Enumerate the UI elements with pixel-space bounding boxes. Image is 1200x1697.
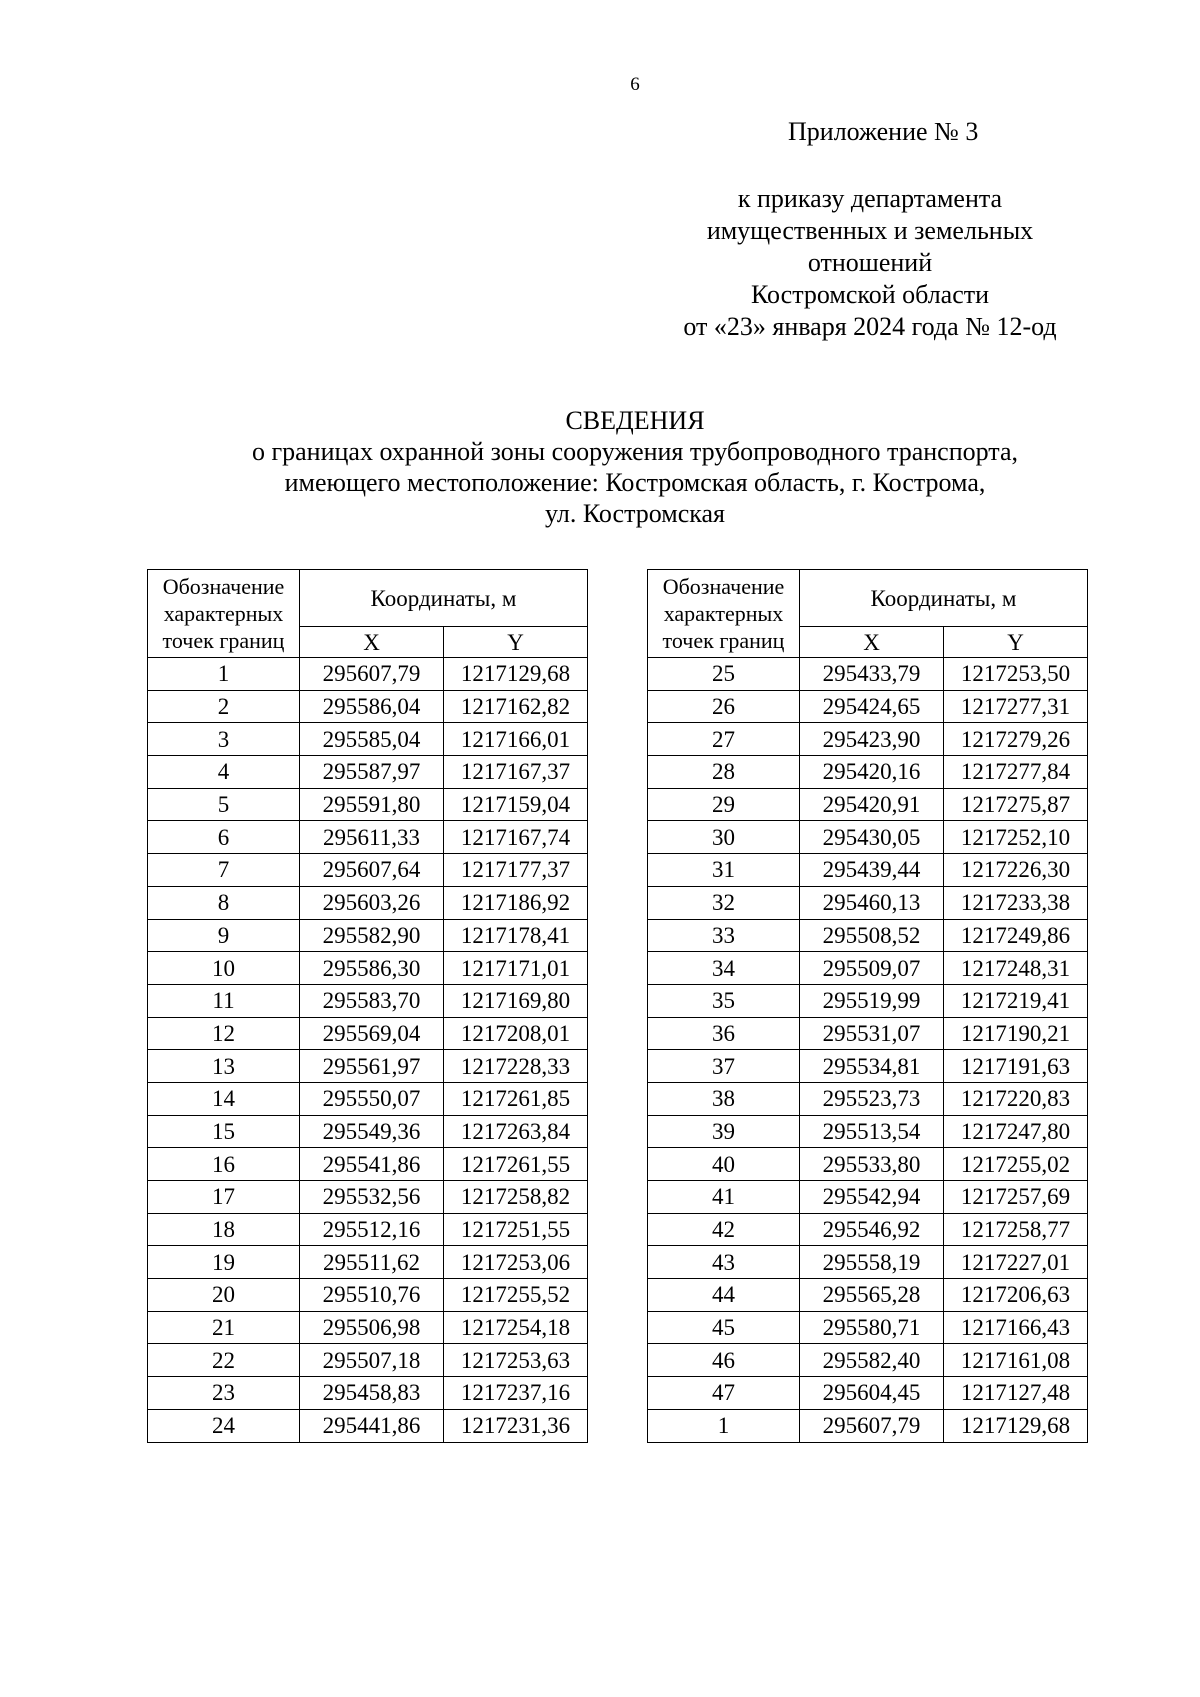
point-cell: 18	[148, 1213, 300, 1246]
table-row	[148, 984, 588, 1017]
table-row	[648, 756, 1088, 789]
point-cell: 32	[648, 886, 800, 919]
point-header-line: точек границ	[162, 628, 285, 653]
y-cell: 1217171,01	[444, 952, 588, 985]
table-row	[148, 1213, 588, 1246]
table-row	[648, 952, 1088, 985]
y-cell: 1217261,85	[444, 1082, 588, 1115]
table-row	[148, 821, 588, 854]
x-cell: 295511,62	[300, 1246, 444, 1279]
table-row	[648, 1115, 1088, 1148]
table-row	[648, 1181, 1088, 1214]
appendix-details	[640, 183, 1100, 343]
y-cell: 1217251,55	[444, 1213, 588, 1246]
x-header: X	[300, 627, 444, 658]
table-row	[648, 1017, 1088, 1050]
x-cell: 295441,86	[300, 1409, 444, 1442]
coordinates-rows-right	[648, 658, 1088, 1443]
point-cell: 19	[148, 1246, 300, 1279]
table-row	[148, 1409, 588, 1442]
x-cell: 295439,44	[800, 854, 944, 887]
x-cell: 295512,16	[300, 1213, 444, 1246]
y-cell: 1217161,08	[944, 1344, 1088, 1377]
y-cell: 1217257,69	[944, 1181, 1088, 1214]
point-cell: 22	[148, 1344, 300, 1377]
x-cell: 295607,79	[300, 658, 444, 691]
coordinates-table-left	[147, 569, 588, 1443]
x-header: X	[800, 627, 944, 658]
y-cell: 1217186,92	[444, 886, 588, 919]
point-cell: 36	[648, 1017, 800, 1050]
point-cell: 41	[648, 1181, 800, 1214]
point-cell: 39	[648, 1115, 800, 1148]
table-row	[148, 952, 588, 985]
y-cell: 1217258,77	[944, 1213, 1088, 1246]
appendix-line: имущественных и земельных	[706, 216, 1034, 245]
x-cell: 295423,90	[800, 723, 944, 756]
coordinates-rows-left	[148, 658, 588, 1443]
point-cell: 44	[648, 1279, 800, 1312]
x-cell: 295582,90	[300, 919, 444, 952]
x-cell: 295531,07	[800, 1017, 944, 1050]
y-cell: 1217247,80	[944, 1115, 1088, 1148]
point-cell: 20	[148, 1279, 300, 1312]
y-cell: 1217255,52	[444, 1279, 588, 1312]
point-cell: 14	[148, 1082, 300, 1115]
x-cell: 295541,86	[300, 1148, 444, 1181]
y-cell: 1217252,10	[944, 821, 1088, 854]
y-cell: 1217228,33	[444, 1050, 588, 1083]
table-row	[648, 1082, 1088, 1115]
y-header: Y	[944, 627, 1088, 658]
y-cell: 1217208,01	[444, 1017, 588, 1050]
point-header-line: точек границ	[662, 628, 785, 653]
x-cell: 295534,81	[800, 1050, 944, 1083]
point-cell: 29	[648, 788, 800, 821]
x-cell: 295433,79	[800, 658, 944, 691]
table-row	[148, 1246, 588, 1279]
y-cell: 1217261,55	[444, 1148, 588, 1181]
table-row	[148, 919, 588, 952]
y-cell: 1217277,84	[944, 756, 1088, 789]
table-row	[648, 1246, 1088, 1279]
page-number: 6	[630, 74, 640, 95]
x-cell: 295550,07	[300, 1082, 444, 1115]
y-cell: 1217279,26	[944, 723, 1088, 756]
x-cell: 295569,04	[300, 1017, 444, 1050]
y-cell: 1217219,41	[944, 984, 1088, 1017]
appendix-line: к приказу департамента	[737, 184, 1003, 213]
point-cell: 33	[648, 919, 800, 952]
y-cell: 1217178,41	[444, 919, 588, 952]
point-cell: 46	[648, 1344, 800, 1377]
y-cell: 1217159,04	[444, 788, 588, 821]
x-cell: 295603,26	[300, 886, 444, 919]
point-cell: 24	[148, 1409, 300, 1442]
y-cell: 1217166,43	[944, 1311, 1088, 1344]
y-cell: 1217190,21	[944, 1017, 1088, 1050]
point-cell: 28	[648, 756, 800, 789]
point-header-line: Обозначение	[662, 574, 785, 599]
table-row	[648, 854, 1088, 887]
point-cell: 31	[648, 854, 800, 887]
point-cell: 9	[148, 919, 300, 952]
y-cell: 1217231,36	[444, 1409, 588, 1442]
x-cell: 295580,71	[800, 1311, 944, 1344]
point-cell: 10	[148, 952, 300, 985]
y-cell: 1217233,38	[944, 886, 1088, 919]
point-header-line: характерных	[163, 601, 284, 626]
x-cell: 295506,98	[300, 1311, 444, 1344]
point-cell: 15	[148, 1115, 300, 1148]
x-cell: 295586,30	[300, 952, 444, 985]
table-row	[148, 1311, 588, 1344]
y-cell: 1217129,68	[944, 1409, 1088, 1442]
y-cell: 1217169,80	[444, 984, 588, 1017]
x-cell: 295582,40	[800, 1344, 944, 1377]
x-cell: 295523,73	[800, 1082, 944, 1115]
table-row	[648, 658, 1088, 691]
x-cell: 295565,28	[800, 1279, 944, 1312]
appendix-line: отношений	[807, 248, 933, 277]
x-cell: 295607,79	[800, 1409, 944, 1442]
point-cell: 17	[148, 1181, 300, 1214]
point-cell: 5	[148, 788, 300, 821]
point-cell: 2	[148, 690, 300, 723]
point-header-line: характерных	[663, 601, 784, 626]
heading-line: о границах охранной зоны сооружения трубопроводного транспорта,	[251, 437, 1019, 466]
table-row	[148, 788, 588, 821]
table-row	[648, 1409, 1088, 1442]
point-cell: 7	[148, 854, 300, 887]
x-cell: 295533,80	[800, 1148, 944, 1181]
coordinates-table-right	[647, 569, 1088, 1443]
x-cell: 295546,92	[800, 1213, 944, 1246]
table-row	[148, 886, 588, 919]
table-row	[648, 886, 1088, 919]
table-row	[148, 690, 588, 723]
x-cell: 295558,19	[800, 1246, 944, 1279]
table-row	[648, 723, 1088, 756]
point-cell: 23	[148, 1377, 300, 1410]
point-cell: 11	[148, 984, 300, 1017]
point-cell: 35	[648, 984, 800, 1017]
y-cell: 1217166,01	[444, 723, 588, 756]
x-cell: 295519,99	[800, 984, 944, 1017]
table-row	[648, 690, 1088, 723]
table-row	[148, 1344, 588, 1377]
point-cell: 12	[148, 1017, 300, 1050]
point-header	[148, 570, 300, 658]
point-cell: 1	[148, 658, 300, 691]
point-cell: 30	[648, 821, 800, 854]
y-cell: 1217248,31	[944, 952, 1088, 985]
point-cell: 4	[148, 756, 300, 789]
table-row	[648, 984, 1088, 1017]
y-cell: 1217206,63	[944, 1279, 1088, 1312]
point-cell: 6	[148, 821, 300, 854]
y-cell: 1217253,50	[944, 658, 1088, 691]
table-row	[648, 788, 1088, 821]
y-cell: 1217275,87	[944, 788, 1088, 821]
x-cell: 295586,04	[300, 690, 444, 723]
y-cell: 1217253,06	[444, 1246, 588, 1279]
point-cell: 13	[148, 1050, 300, 1083]
point-cell: 37	[648, 1050, 800, 1083]
x-cell: 295587,97	[300, 756, 444, 789]
point-cell: 38	[648, 1082, 800, 1115]
x-cell: 295460,13	[800, 886, 944, 919]
point-cell: 16	[148, 1148, 300, 1181]
coordinates-header: Координаты, м	[800, 570, 1088, 627]
heading-line: имеющего местоположение: Костромская область, г. Кострома,	[284, 468, 986, 497]
point-cell: 42	[648, 1213, 800, 1246]
y-cell: 1217253,63	[444, 1344, 588, 1377]
x-cell: 295510,76	[300, 1279, 444, 1312]
table-row	[148, 723, 588, 756]
y-cell: 1217226,30	[944, 854, 1088, 887]
appendix-line: Костромской области	[750, 280, 990, 309]
x-cell: 295532,56	[300, 1181, 444, 1214]
table-row	[148, 1115, 588, 1148]
y-cell: 1217255,02	[944, 1148, 1088, 1181]
point-cell: 26	[648, 690, 800, 723]
y-header: Y	[444, 627, 588, 658]
point-cell: 47	[648, 1377, 800, 1410]
point-cell: 34	[648, 952, 800, 985]
point-cell: 40	[648, 1148, 800, 1181]
table-row	[648, 1050, 1088, 1083]
table-row	[148, 1279, 588, 1312]
y-cell: 1217191,63	[944, 1050, 1088, 1083]
table-row	[648, 821, 1088, 854]
point-cell: 45	[648, 1311, 800, 1344]
x-cell: 295604,45	[800, 1377, 944, 1410]
point-cell: 21	[148, 1311, 300, 1344]
table-row	[148, 1148, 588, 1181]
x-cell: 295420,16	[800, 756, 944, 789]
x-cell: 295585,04	[300, 723, 444, 756]
table-row	[148, 1082, 588, 1115]
y-cell: 1217227,01	[944, 1246, 1088, 1279]
y-cell: 1217237,16	[444, 1377, 588, 1410]
point-cell: 8	[148, 886, 300, 919]
document-heading	[0, 405, 1200, 529]
y-cell: 1217129,68	[444, 658, 588, 691]
point-cell: 1	[648, 1409, 800, 1442]
x-cell: 295607,64	[300, 854, 444, 887]
table-row	[648, 1279, 1088, 1312]
table-row	[648, 1148, 1088, 1181]
y-cell: 1217127,48	[944, 1377, 1088, 1410]
table-row	[148, 1181, 588, 1214]
x-cell: 295611,33	[300, 821, 444, 854]
x-cell: 295424,65	[800, 690, 944, 723]
point-cell: 25	[648, 658, 800, 691]
table-row	[148, 1377, 588, 1410]
heading-title: СВЕДЕНИЯ	[565, 406, 705, 435]
x-cell: 295458,83	[300, 1377, 444, 1410]
table-row	[648, 1213, 1088, 1246]
table-row	[148, 854, 588, 887]
table-row	[648, 919, 1088, 952]
y-cell: 1217254,18	[444, 1311, 588, 1344]
y-cell: 1217263,84	[444, 1115, 588, 1148]
table-row	[148, 1050, 588, 1083]
point-header	[648, 570, 800, 658]
coordinates-header: Координаты, м	[300, 570, 588, 627]
x-cell: 295561,97	[300, 1050, 444, 1083]
y-cell: 1217220,83	[944, 1082, 1088, 1115]
y-cell: 1217249,86	[944, 919, 1088, 952]
table-row	[648, 1311, 1088, 1344]
point-cell: 27	[648, 723, 800, 756]
table-row	[648, 1344, 1088, 1377]
x-cell: 295430,05	[800, 821, 944, 854]
x-cell: 295509,07	[800, 952, 944, 985]
y-cell: 1217258,82	[444, 1181, 588, 1214]
table-row	[148, 1017, 588, 1050]
table-row	[148, 658, 588, 691]
y-cell: 1217167,74	[444, 821, 588, 854]
point-header-line: Обозначение	[162, 574, 285, 599]
x-cell: 295549,36	[300, 1115, 444, 1148]
x-cell: 295542,94	[800, 1181, 944, 1214]
x-cell: 295508,52	[800, 919, 944, 952]
point-cell: 43	[648, 1246, 800, 1279]
y-cell: 1217277,31	[944, 690, 1088, 723]
y-cell: 1217167,37	[444, 756, 588, 789]
heading-line: ул. Костромская	[545, 499, 725, 528]
table-row	[148, 756, 588, 789]
table-row	[648, 1377, 1088, 1410]
x-cell: 295583,70	[300, 984, 444, 1017]
appendix-title: Приложение № 3	[788, 117, 979, 146]
y-cell: 1217162,82	[444, 690, 588, 723]
x-cell: 295591,80	[300, 788, 444, 821]
y-cell: 1217177,37	[444, 854, 588, 887]
x-cell: 295507,18	[300, 1344, 444, 1377]
x-cell: 295513,54	[800, 1115, 944, 1148]
x-cell: 295420,91	[800, 788, 944, 821]
appendix-line: от «23» января 2024 года № 12-од	[683, 312, 1057, 341]
point-cell: 3	[148, 723, 300, 756]
